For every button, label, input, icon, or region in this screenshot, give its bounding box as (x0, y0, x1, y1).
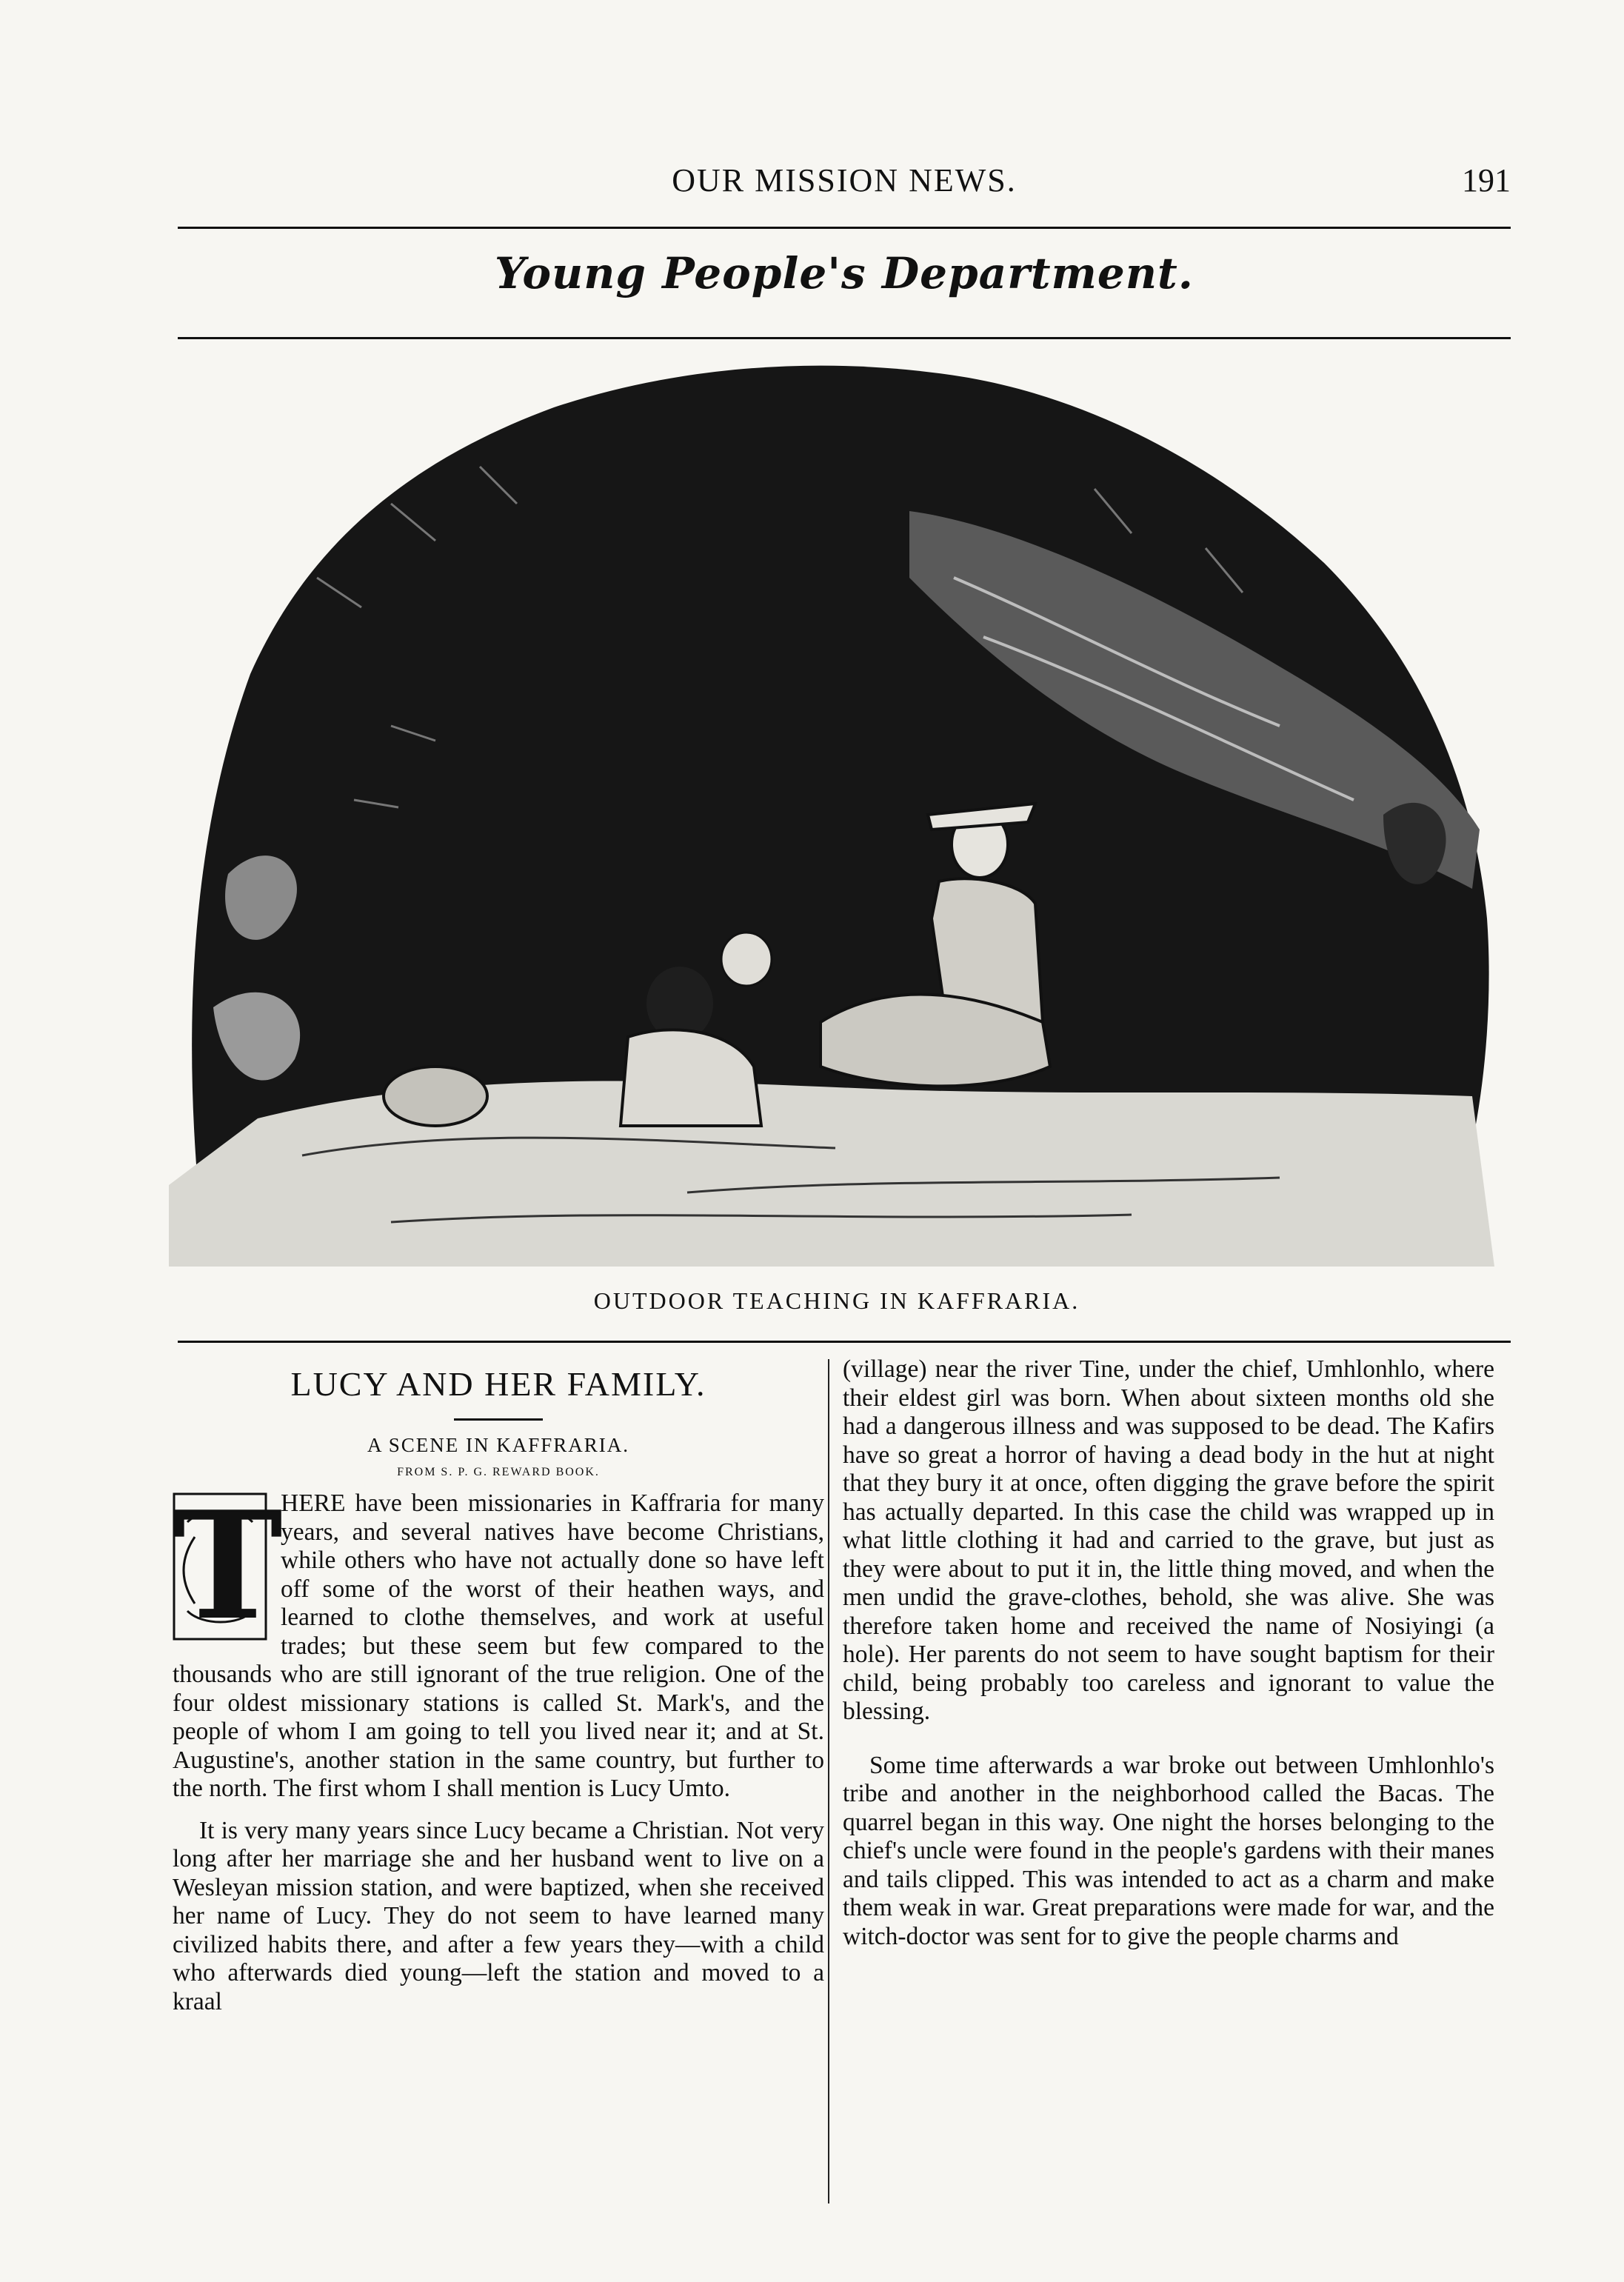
department-heading: Young People's Department. (495, 248, 1194, 298)
right-column (843, 1355, 1494, 1951)
article-source: FROM S. P. G. REWARD BOOK. (397, 1466, 600, 1478)
paragraph-1 (173, 1479, 824, 1804)
running-head (178, 161, 1511, 206)
paragraph-2: It is very many years since Lucy became a Christian. Not very long after her marriage she and her husband went to live on a Wesleyan mission station, and were baptized, when she received her name of Lucy. They do not seem to have learned many civilized habits there, and after a few years they—with a child who afterwards died young—left the station and moved to a kraal (173, 1816, 824, 2015)
drop-cap-letter: T (173, 1479, 283, 1653)
header-rule (178, 227, 1511, 229)
engraving-illustration (169, 356, 1502, 1267)
article-subtitle: A SCENE IN KAFFRARIA. (367, 1434, 630, 1456)
paragraph-1-text: HERE have been missionaries in Kaffraria for many years, and several natives have become Christians, while others who have not actually done so have left off some of the worst of their heathen ways, and learned to clothe themselves, and work at useful trades; but these seem but few compared to the thousands who are still ignorant of the true religion. One of the four oldest missionary stations is called St. Mark's, and the people of whom I am going to tell you lived near it; and at St. Augustine's, another station in the same country, but further to the north. The first whom I shall mention is Lucy Umto. (173, 1489, 824, 1802)
paragraph-4: Some time afterwards a war broke out between Umhlonhlo's tribe and another in the neighborhood called the Bacas. The quarrel began in this way. One night the horses belonging to the chief's uncle were found in the people's gardens with their manes and tails clipped. This was intended to act as a charm and make them weak in war. Great preparations were made for war, and the witch-doctor was sent for to give the people charms and (843, 1751, 1494, 1950)
column-separator (828, 1359, 829, 2203)
running-title: OUR MISSION NEWS. (672, 162, 1017, 198)
paragraph-3: (village) near the river Tine, under the chief, Umhlonhlo, where their eldest girl was born. When about sixteen months old she had a dangerous illness and was supposed to be dead. The Kafirs have so great a horror of having a dead body in the hut at night that they bury it at once, often digging the grave before the spirit has actually departed. In this case the child was wrapped up in what little clothing it had and carried to the grave, but just as they were about to put it in, the little thing moved, and when the men undid the grave-clothes, behold, she was alive. She was therefore taken home and received the name of Nosiyingi (a hole). Her parents do not seem to have sought baptism for their child, being probably too careless and ignorant to value the blessing. (843, 1355, 1494, 1725)
department-rule (178, 337, 1511, 339)
drop-cap (173, 1479, 283, 1653)
article-title: LUCY AND HER FAMILY. (290, 1365, 706, 1403)
caption-rule (178, 1341, 1511, 1343)
title-rule (454, 1418, 543, 1421)
illustration-caption: OUTDOOR TEACHING IN KAFFRARIA. (593, 1287, 1080, 1314)
page-number: 191 (1462, 162, 1511, 198)
left-column (173, 1355, 824, 2016)
engraving-image (169, 356, 1502, 1267)
